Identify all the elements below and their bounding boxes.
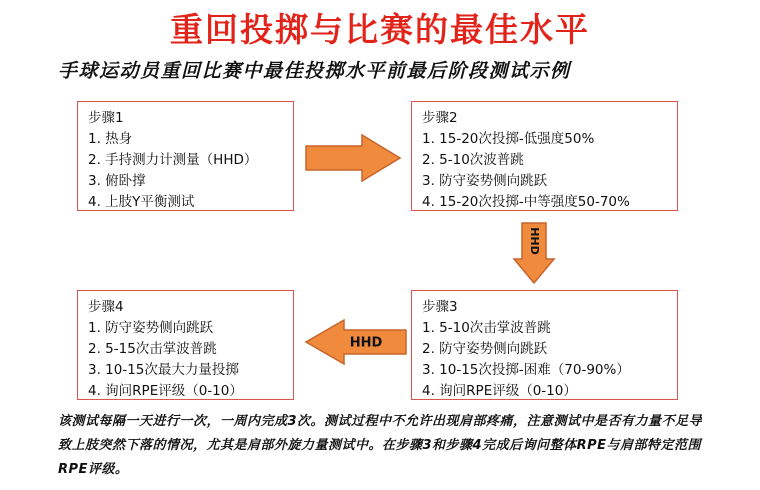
step-3-item-1: 1. 5-10次击掌波普跳 — [422, 320, 551, 336]
step-4-item-2: 2. 5-15次击掌波普跳 — [88, 341, 217, 357]
left-arrow-icon — [304, 318, 408, 366]
step-4-box — [77, 290, 294, 400]
step-3-box — [411, 290, 678, 400]
step-4-item-1: 1. 防守姿势侧向跳跃 — [88, 320, 214, 336]
step-4-item-3: 3. 10-15次最大力量投掷 — [88, 362, 239, 378]
page-subtitle: 手球运动员重回比赛中最佳投掷水平前最后阶段测试示例 — [58, 60, 571, 82]
step-3-item-2: 2. 防守姿势侧向跳跃 — [422, 341, 548, 357]
step-2-item-2: 2. 5-10次波普跳 — [422, 152, 524, 168]
footnote-text: 该测试每隔一天进行一次，一周内完成3次。测试过程中不允许出现肩部疼痛，注意测试中是否有力量不足导致上肢突然下落的情况，尤其是肩部外旋力量测试中。在步骤3和步骤4完成后询问整体RPE与肩部特定范围RPE评级。 — [58, 414, 703, 477]
step-4-item-4: 4. 询问RPE评级（0-10） — [88, 383, 243, 399]
step-3-item-4: 4. 询问RPE评级（0-10） — [422, 383, 577, 399]
step-1-item-3: 3. 俯卧撑 — [88, 173, 146, 189]
step-1-title: 步骤1 — [88, 110, 124, 126]
step-2-box — [411, 101, 678, 211]
step-3-item-3: 3. 10-15次投掷-困难（70-90%） — [422, 362, 630, 378]
right-arrow-icon — [304, 133, 402, 183]
step-1-item-2: 2. 手持测力计测量（HHD） — [88, 152, 258, 168]
step-3-title: 步骤3 — [422, 299, 458, 315]
step-1-item-4: 4. 上肢Y平衡测试 — [88, 194, 195, 210]
step-2-item-4: 4. 15-20次投掷-中等强度50-70% — [422, 194, 630, 210]
step-4-title: 步骤4 — [88, 299, 124, 315]
step-1-item-1: 1. 热身 — [88, 131, 133, 147]
step-2-item-1: 1. 15-20次投掷-低强度50% — [422, 131, 595, 147]
left-arrow-label: HHD — [349, 335, 383, 351]
down-arrow-icon — [512, 221, 556, 285]
step-1-box — [77, 101, 294, 211]
down-arrow-label: HHD — [528, 227, 541, 255]
step-2-item-3: 3. 防守姿势侧向跳跃 — [422, 173, 548, 189]
step-2-title: 步骤2 — [422, 110, 458, 126]
page-title: 重回投掷与比赛的最佳水平 — [170, 10, 590, 49]
